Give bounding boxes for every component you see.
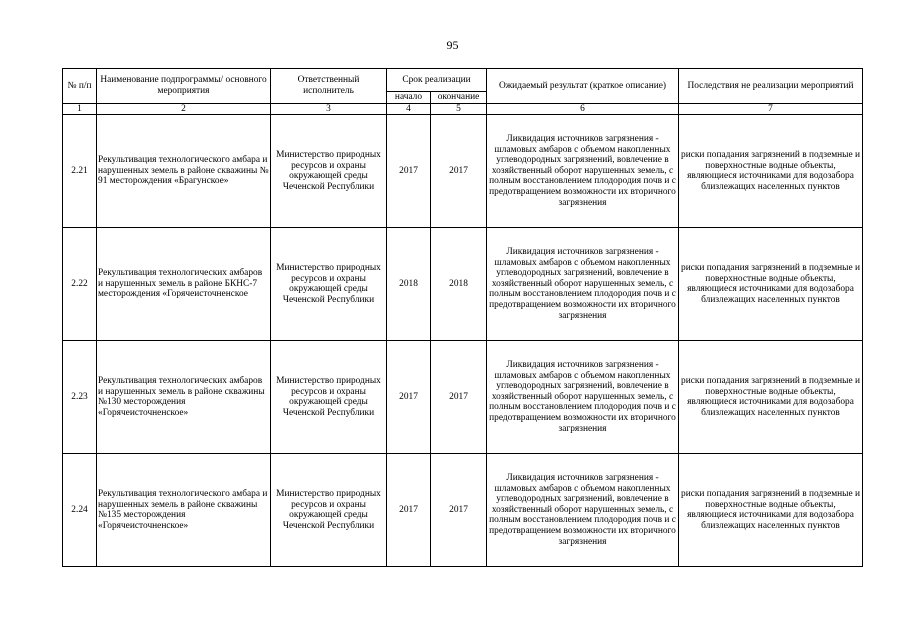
consequences: риски попадания загрязнений в подземные и поверхностные водные объекты, являющиеся источниками для водозабора близлежащих населенных пунктов (679, 454, 863, 567)
header-consequences: Последствия не реализации мероприятий (679, 69, 863, 104)
col-number: 4 (387, 103, 431, 115)
header-end: окончание (431, 92, 487, 104)
end-year: 2017 (431, 341, 487, 454)
consequences: риски попадания загрязнений в подземные и поверхностные водные объекты, являющиеся источниками для водозабора близлежащих населенных пунктов (679, 115, 863, 228)
expected-result: Ликвидация источников загрязнения - шламовых амбаров с объемом накопленных углеводородных загрязнений, вовлечение в хозяйственный оборот нарушенных земель, с полным восстановлением плодородия почв и с предотвращением возможности их вторичного загрязнения (487, 228, 679, 341)
row-number: 2.22 (63, 228, 97, 341)
start-year: 2017 (387, 341, 431, 454)
table-row (63, 341, 863, 454)
end-year: 2017 (431, 454, 487, 567)
activity-name: Рекультивация технологического амбара и нарушенных земель в районе скважины № 91 месторождения «Брагунское» (97, 115, 271, 228)
responsible-executor: Министерство природных ресурсов и охраны окружающей среды Чеченской Республики (271, 454, 387, 567)
header-result: Ожидаемый результат (краткое описание) (487, 69, 679, 104)
consequences: риски попадания загрязнений в подземные и поверхностные водные объекты, являющиеся источниками для водозабора близлежащих населенных пунктов (679, 341, 863, 454)
table-row (63, 115, 863, 228)
page-number: 95 (446, 38, 459, 52)
row-number: 2.24 (63, 454, 97, 567)
expected-result: Ликвидация источников загрязнения - шламовых амбаров с объемом накопленных углеводородных загрязнений, вовлечение в хозяйственный оборот нарушенных земель, с полным восстановлением плодородия почв и с предотвращением возможности их вторичного загрязнения (487, 115, 679, 228)
row-number: 2.21 (63, 115, 97, 228)
header-name: Наименование подпрограммы/ основного мероприятия (97, 69, 271, 104)
header-row (63, 69, 863, 92)
col-number: 3 (271, 103, 387, 115)
header-start: начало (387, 92, 431, 104)
column-number-row (63, 103, 863, 115)
start-year: 2018 (387, 228, 431, 341)
responsible-executor: Министерство природных ресурсов и охраны окружающей среды Чеченской Республики (271, 228, 387, 341)
col-number: 7 (679, 103, 863, 115)
header-num: № п/п (63, 69, 97, 104)
start-year: 2017 (387, 115, 431, 228)
end-year: 2017 (431, 115, 487, 228)
responsible-executor: Министерство природных ресурсов и охраны окружающей среды Чеченской Республики (271, 115, 387, 228)
activities-table (62, 68, 863, 567)
start-year: 2017 (387, 454, 431, 567)
header-term: Срок реализации (387, 69, 487, 92)
row-number: 2.23 (63, 341, 97, 454)
table-row (63, 454, 863, 567)
col-number: 2 (97, 103, 271, 115)
header-responsible: Ответственный исполнитель (271, 69, 387, 104)
activity-name: Рекультивация технологических амбаров и нарушенных земель в районе скважины №130 месторождения «Горячеисточненское» (97, 341, 271, 454)
activity-name: Рекультивация технологического амбара и нарушенных земель в районе скважины №135 месторождения «Горячеисточненское» (97, 454, 271, 567)
col-number: 1 (63, 103, 97, 115)
responsible-executor: Министерство природных ресурсов и охраны окружающей среды Чеченской Республики (271, 341, 387, 454)
col-number: 6 (487, 103, 679, 115)
table-row (63, 228, 863, 341)
activity-name: Рекультивация технологических амбаров и нарушенных земель в районе БКНС-7 месторождения «Горячеисточненское (97, 228, 271, 341)
consequences: риски попадания загрязнений в подземные и поверхностные водные объекты, являющиеся источниками для водозабора близлежащих населенных пунктов (679, 228, 863, 341)
expected-result: Ликвидация источников загрязнения - шламовых амбаров с объемом накопленных углеводородных загрязнений, вовлечение в хозяйственный оборот нарушенных земель, с полным восстановлением плодородия почв и с предотвращением возможности их вторичного загрязнения (487, 341, 679, 454)
col-number: 5 (431, 103, 487, 115)
expected-result: Ликвидация источников загрязнения - шламовых амбаров с объемом накопленных углеводородных загрязнений, вовлечение в хозяйственный оборот нарушенных земель, с полным восстановлением плодородия почв и с предотвращением возможности их вторичного загрязнения (487, 454, 679, 567)
end-year: 2018 (431, 228, 487, 341)
